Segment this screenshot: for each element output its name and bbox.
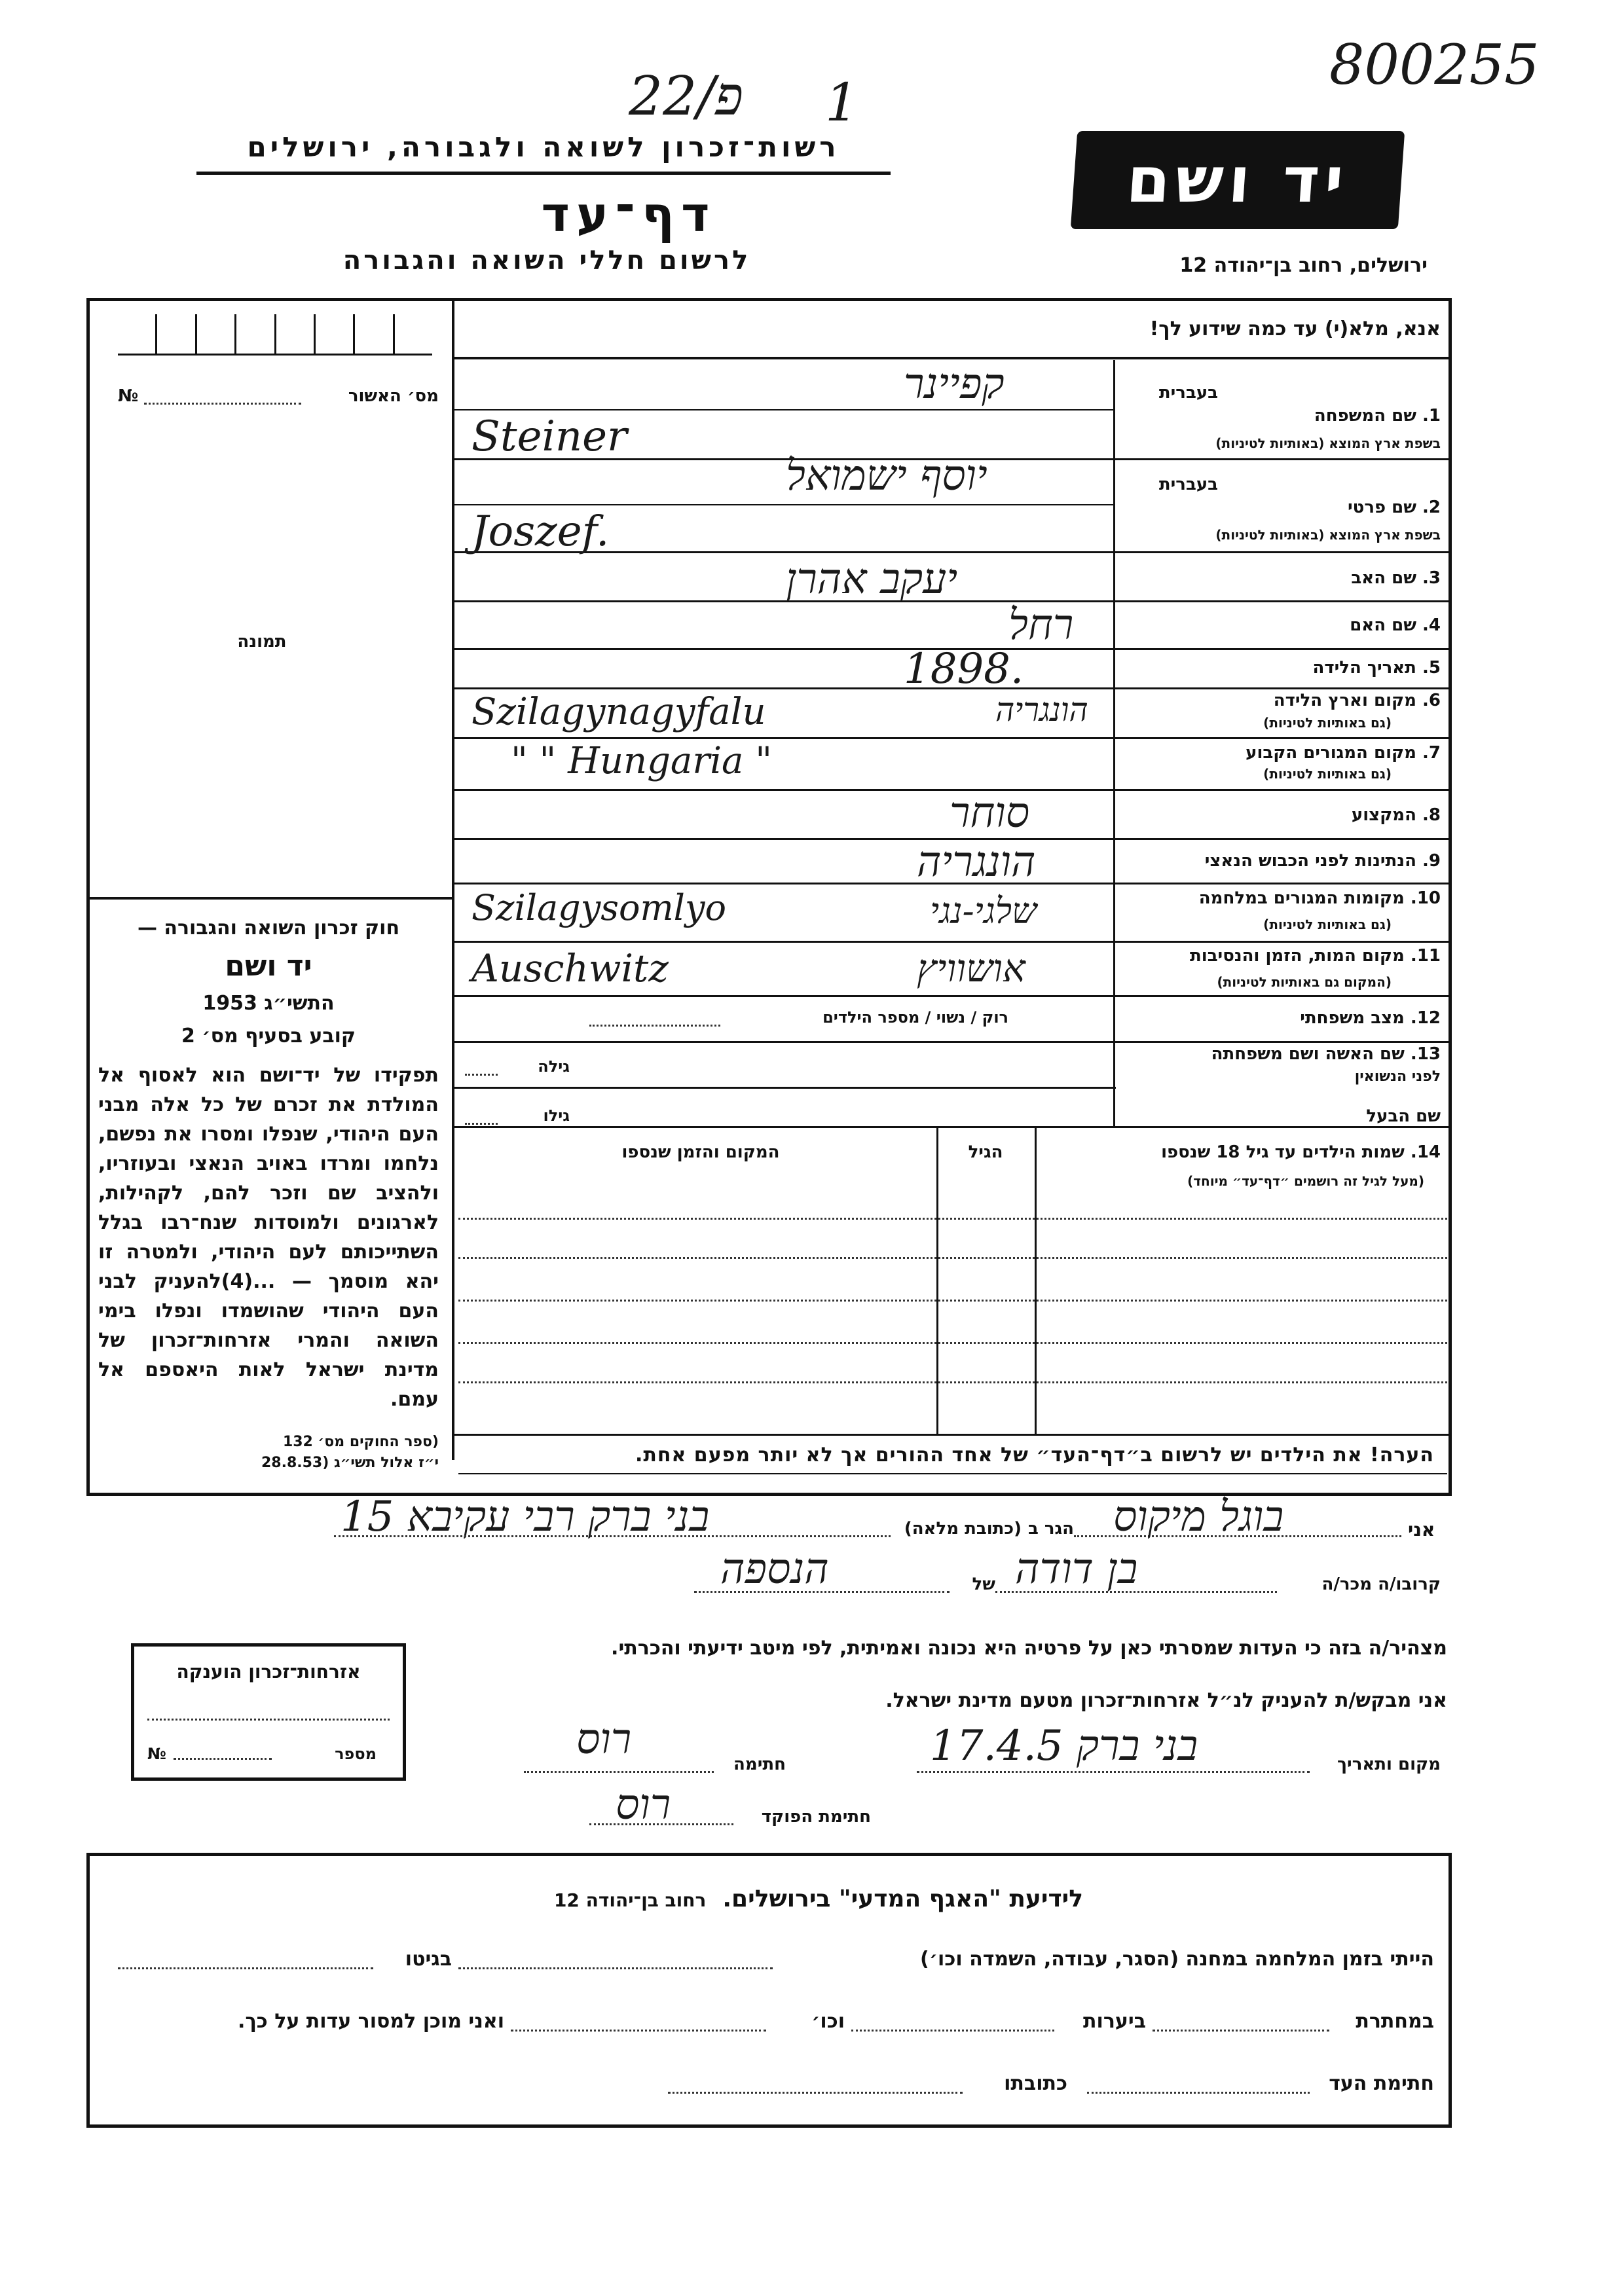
relation-of-value: הנספה bbox=[720, 1545, 829, 1594]
children-sub: (מעל לגיל זה רושמים ״דף־עד״ מיוחד) bbox=[1187, 1173, 1424, 1189]
footer-title: לידיעת "האגף המדעי" בירושלים. רחוב בן־יהודה 12 bbox=[553, 1886, 1084, 1912]
field-8-value: סוחר bbox=[950, 789, 1030, 837]
field-6-value-latin: Szilagynagyfalu bbox=[471, 691, 766, 733]
footer-row1-a: הייתי בזמן המלחמה במחנה (הסגר, עבודה, השמדה וכו׳) bbox=[920, 1948, 1434, 1971]
field-11-value-latin: Auschwitz bbox=[471, 946, 669, 991]
field-7-sub: (גם באותיות לטיניות) bbox=[1263, 766, 1392, 782]
field-1-sub: בשפת ארץ המוצא (באותיות לטיניות) bbox=[1215, 435, 1441, 451]
field-1-hebrew-tag: בעברית bbox=[1158, 383, 1218, 403]
law-line1: חוק זכרון השואה והגבורה — bbox=[137, 917, 400, 939]
field-13-sub: לפני הנשואין bbox=[1354, 1068, 1441, 1085]
field-4-value: רחל bbox=[1008, 601, 1074, 649]
law-line2: יד ושם bbox=[225, 949, 312, 983]
field-2-hebrew-tag: בעברית bbox=[1158, 475, 1218, 494]
field-10-value-he: שלגי-נגי bbox=[930, 890, 1037, 932]
page-number: 1 bbox=[825, 72, 858, 133]
citizenship-box-no: מספר bbox=[335, 1745, 377, 1763]
children-col-place: המקום והזמן שנספו bbox=[621, 1142, 780, 1162]
field-2-label: 2. שם פרטי bbox=[1348, 498, 1441, 517]
field-9-label: 9. הנתינות לפני הכבוש הנאצי bbox=[1204, 851, 1441, 871]
header-address: ירושלים, רחוב בן־יהודה 12 bbox=[1179, 254, 1428, 277]
footer-row3-a: חתימת העד bbox=[1329, 2072, 1434, 2095]
husband-label: שם הבעל bbox=[1366, 1106, 1441, 1126]
authority-name: רשות־זכרון לשואה ולגבורה, ירושלים bbox=[247, 131, 840, 163]
field-11-label: 11. מקום המות, הזמן והנסיבות bbox=[1190, 946, 1441, 966]
place-date-value: בני ברק 17.4.5 bbox=[930, 1722, 1198, 1770]
field-13-label: 13. שם האשה ושם משפחתה bbox=[1211, 1044, 1441, 1064]
fill-request: אנא, מלא(י) עד כמה שידוע לך! bbox=[1149, 318, 1441, 340]
form-subtitle: לרשום חללי השואה והגבורה bbox=[342, 246, 751, 276]
yad-vashem-logo: יד ושם bbox=[1071, 131, 1405, 229]
field-10-value-latin: Szilagysomlyo bbox=[471, 887, 726, 928]
declaration-of: של bbox=[972, 1575, 995, 1594]
declaration-statement: מצהיר/ה בזה כי העדות שמסרתי כאן על פרטיה היא נכונה ואמיתית, לפי מיטב ידיעתי והכרתי. bbox=[611, 1637, 1447, 1660]
approval-label: מס׳ האשור bbox=[348, 386, 439, 406]
field-4-label: 4. שם האם bbox=[1350, 615, 1441, 635]
declaration-request: אני מבקש/ת להעניק לנ״ל אזרחות־זכרון מטעם מדינת ישראל. bbox=[885, 1689, 1447, 1712]
field-3-value: יעקב אהרן bbox=[786, 555, 958, 604]
field-12-options: רוק / נשוי / מספר הילדים bbox=[822, 1008, 1008, 1027]
law-ref1: (ספר החוקים מס׳ 132 bbox=[282, 1434, 439, 1450]
field-1-value-he: קפיינר bbox=[904, 360, 1005, 409]
law-line3: התשי״ג 1953 bbox=[202, 992, 335, 1015]
field-1-value-latin: Steiner bbox=[471, 412, 627, 461]
field-2-value-latin: Joszef. bbox=[471, 507, 610, 556]
declaration-relation-label: קרובו/ה מכר/ה bbox=[1321, 1575, 1441, 1594]
field-1-label: 1. שם המשפחה bbox=[1314, 406, 1441, 426]
declarant-relation: בן דודה bbox=[1015, 1545, 1138, 1594]
citizenship-box-title: אזרחות־זכרון הוענקה bbox=[176, 1661, 361, 1683]
declaration-addr-label: (כתובת מלאה) bbox=[904, 1519, 1022, 1539]
approval-suffix: № bbox=[118, 386, 139, 406]
form-title: דף־עד bbox=[541, 187, 716, 243]
footer-row2-c: וכו׳ bbox=[811, 2010, 845, 2033]
field-8-label: 8. המקצוע bbox=[1351, 805, 1441, 825]
page-mark: פ/22 bbox=[629, 65, 743, 128]
field-11-sub: (המקום גם באותיות לטיניות) bbox=[1217, 974, 1392, 990]
field-6-sub: (גם באותיות לטיניות) bbox=[1263, 715, 1392, 731]
declarant-address: בני ברק רבי עקיבא 15 bbox=[341, 1493, 710, 1541]
field-5-label: 5. תאריך הלידה bbox=[1312, 658, 1441, 678]
signature-value: רוס bbox=[576, 1715, 632, 1764]
field-2-sub: בשפת ארץ המוצא (באותיות לטיניות) bbox=[1215, 527, 1441, 543]
field-10-sub: (גם באותיות לטיניות) bbox=[1263, 917, 1392, 932]
archive-number: 800255 bbox=[1329, 33, 1540, 97]
photo-label: תמונה bbox=[237, 632, 287, 651]
field-6-value-he: הונגריה bbox=[995, 691, 1088, 729]
footer-row2-d: ואני מוכן למסור עדות על כך. bbox=[238, 2010, 504, 2033]
law-body: תפקידו של יד־ושם הוא לאסוף אל המולדת את זכרם של כל אלה מבני העם היהודי, שנפלו ומסרו את נפשם, נלחמו ומרדו באויב הנאצי ובעוזריו, ולהציב שם וזכר להם, לקהילות, לארגונים ולמוסדות שנח־רבו בגלל השתייכותם לעם היהודי, ולמטרה זו יהא מוסמך — ...(4)להעניק לבני העם היהודי שהושמדו ונפלו בימי השואה והמרי אזרחות־זכרון של מדינת ישראל לאות היאספם אל עמם. bbox=[98, 1064, 439, 1411]
card-number-boxes bbox=[118, 314, 432, 355]
official-signature-label: חתימת הפוקד bbox=[761, 1807, 871, 1827]
law-ref2: י״ז אלול תשי״ג (28.8.53 bbox=[261, 1455, 439, 1471]
field-2-value-he: יוסף ישמואל bbox=[786, 452, 987, 500]
law-line4: קובע בסעיף מס׳ 2 bbox=[181, 1025, 356, 1048]
field-7-value: " " Hungaria " bbox=[511, 740, 772, 782]
field-12-label: 12. מצב משפחתי bbox=[1300, 1008, 1441, 1028]
field-9-value: הונגריה bbox=[917, 838, 1036, 886]
field-7-label: 7. מקום המגורים הקבוע bbox=[1246, 743, 1441, 763]
field-13-age-label: גילה bbox=[538, 1057, 570, 1076]
citizenship-box-suffix: № bbox=[147, 1745, 166, 1763]
children-label: 14. שמות הילדים עד גיל 18 שנספו bbox=[1161, 1142, 1441, 1162]
footer-row2-b: ביערות bbox=[1083, 2010, 1146, 2033]
husband-age-label: גילו bbox=[543, 1106, 570, 1125]
official-signature-value: רוס bbox=[616, 1781, 671, 1829]
signature-label: חתימה bbox=[733, 1755, 786, 1774]
field-5-value: 1898. bbox=[904, 645, 1024, 693]
place-date-label: מקום ותאריך bbox=[1337, 1755, 1441, 1774]
footer-row3-b: כתובתו bbox=[1004, 2072, 1067, 2095]
children-col-age: הגיל bbox=[968, 1142, 1003, 1162]
footer-row1-b: בגיטו bbox=[405, 1948, 452, 1971]
declarant-name: בוגל מיקוס bbox=[1113, 1493, 1284, 1541]
citizenship-box bbox=[131, 1643, 406, 1781]
field-10-label: 10. מקומות המגורים במלחמה bbox=[1198, 888, 1441, 908]
footer-row2-a: במחתרת bbox=[1356, 2010, 1434, 2033]
field-11-value-he: אושוויץ bbox=[917, 946, 1025, 991]
declaration-lives: הגר ב bbox=[1027, 1519, 1074, 1539]
note-text: הערה! את הילדים יש לרשום ב״דף־העד״ של אחד ההורים אך לא יותר מפעם אחת. bbox=[635, 1444, 1434, 1467]
declaration-ani: אני bbox=[1408, 1519, 1435, 1540]
field-3-label: 3. שם האב bbox=[1351, 568, 1441, 588]
field-6-label: 6. מקום וארץ הלידה bbox=[1273, 691, 1441, 710]
